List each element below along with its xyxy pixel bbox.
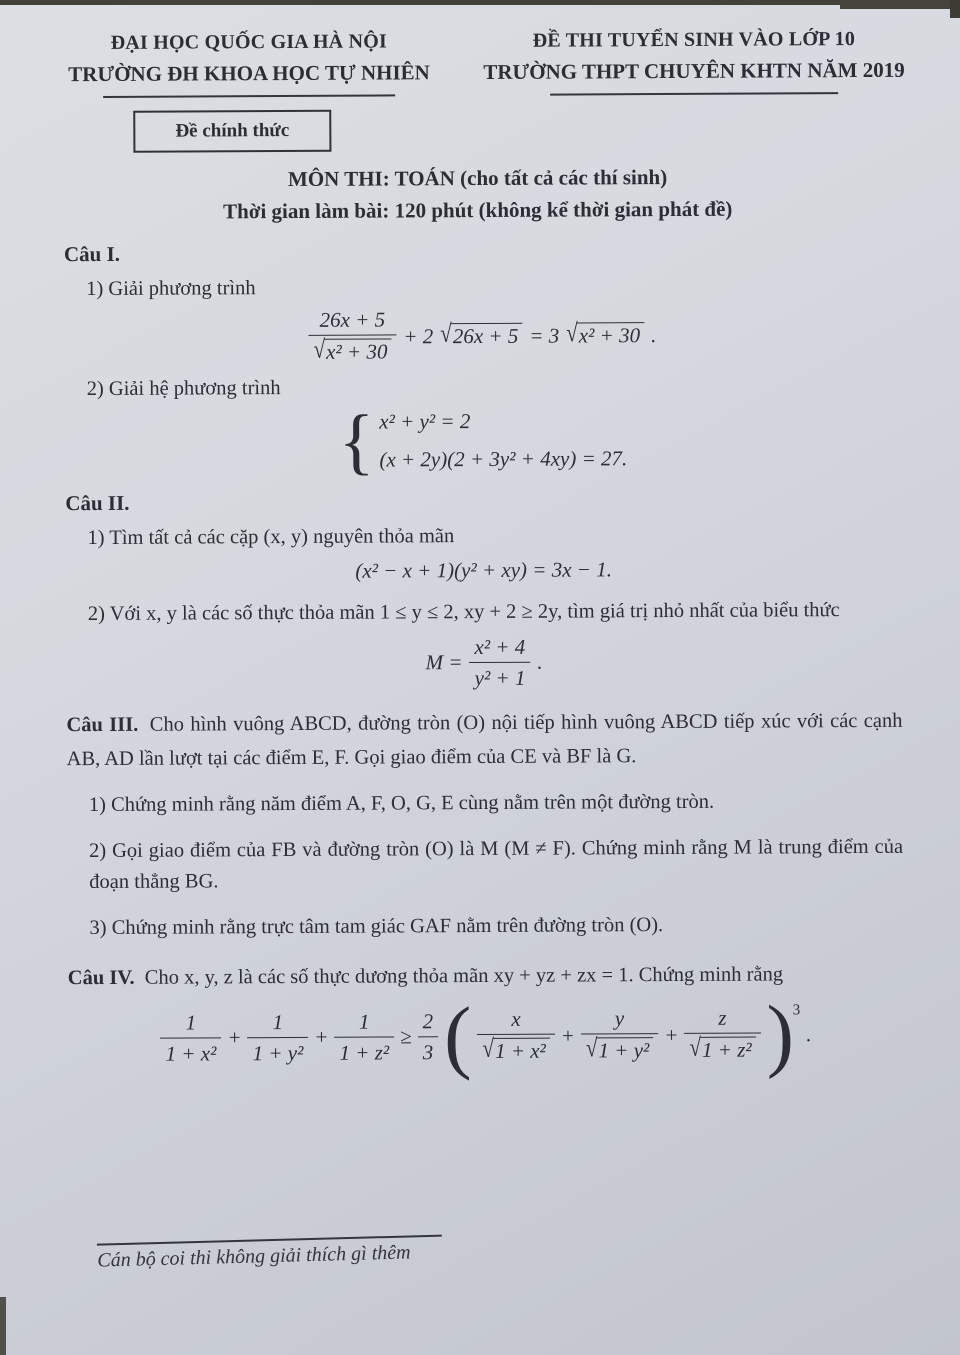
cau2-equation1: (x² − x + 1)(y² + xy) = 3x − 1. (355, 557, 612, 583)
system-lines (379, 409, 627, 473)
official-exam-stamp-box (133, 110, 331, 153)
section-heading-cau3: Câu III. (66, 714, 139, 737)
fraction-denominator (309, 335, 397, 367)
radicand: 1 + x² (493, 1038, 550, 1065)
issuer-underline (103, 94, 395, 98)
fraction-denominator: 3 (418, 1036, 439, 1064)
fraction (308, 307, 396, 366)
cau1-equation-system (65, 400, 901, 483)
cau4-inequality (68, 988, 904, 1082)
fraction (160, 1010, 221, 1066)
math-operator: ≥ (400, 1024, 412, 1049)
fraction (334, 1009, 394, 1065)
exam-body (0, 237, 960, 1082)
radical-sign-icon: √ (313, 334, 326, 364)
fraction-numerator: x² + 4 (474, 634, 526, 660)
cau3-problem1: 1) Chứng minh rằng năm điểm A, F, O, G, E cùng nằm trên một đường tròn. (88, 790, 715, 816)
equation-period: . (806, 1021, 812, 1046)
issuer-line2: TRƯỜNG ĐH KHOA HỌC TỰ NHIÊN (68, 60, 430, 87)
fraction (417, 1009, 438, 1064)
fraction-numerator: 1 (185, 1010, 197, 1035)
sqrt-expression (566, 317, 644, 350)
cau1-problem2-label: 2) Giải hệ phương trình (86, 377, 281, 401)
cau2-problem2-label: 2) Với x, y là các số thực thỏa mãn 1 ≤ y ≤ 2, xy + 2 ≥ 2y, tìm giá trị nhỏ nhất của biểu thức (87, 599, 840, 626)
math-operator: = 3 (529, 323, 560, 348)
subject-title: MÔN THI: TOÁN (cho tất cả các thí sinh) (287, 165, 668, 191)
radical-sign-icon: √ (440, 318, 452, 348)
fraction-numerator: z (718, 1005, 727, 1030)
exam-title-line2: TRƯỜNG THPT CHUYÊN KHTN NĂM 2019 (483, 57, 905, 84)
cau4-intro-text: Cho x, y, z là các số thực dương thỏa mãn xy + yz + zx = 1. Chứng minh rằng (144, 963, 784, 989)
math-operator: + (314, 1024, 329, 1049)
math-operator: + 2 (403, 323, 434, 349)
system-line: x² + y² = 2 (379, 409, 471, 434)
sqrt-expression (482, 1033, 549, 1066)
exam-title-block (479, 28, 909, 96)
official-exam-label: Đề chính thức (175, 119, 290, 142)
exponent: 3 (792, 1002, 801, 1019)
radical-sign-icon: √ (689, 1032, 702, 1063)
exam-title-line1: ĐỀ THI TUYỂN SINH VÀO LỚP 10 (532, 28, 856, 52)
fraction-denominator: 1 + x² (160, 1037, 221, 1065)
fraction-denominator: 1 + y² (247, 1037, 308, 1065)
math-operator: + (560, 1023, 575, 1048)
equation-period: . (650, 322, 657, 347)
math-operator: + (664, 1022, 679, 1047)
fraction (477, 1007, 555, 1066)
cau1-problem1-label: 1) Giải phương trình (86, 277, 256, 301)
cau2-equation2 (66, 633, 902, 693)
fraction-numerator: 2 (422, 1008, 434, 1033)
fraction-denominator: 1 + z² (334, 1036, 394, 1064)
issuer-line1: ĐẠI HỌC QUỐC GIA HÀ NỘI (110, 30, 388, 54)
proctor-note: Cán bộ coi thi không giải thích gì thêm (97, 1241, 411, 1272)
radicand: 26x + 5 (451, 322, 523, 350)
section-heading-cau1: Câu I. (63, 241, 121, 267)
sqrt-expression (313, 334, 392, 367)
fraction-numerator: 1 (272, 1009, 284, 1034)
section-heading-cau4: Câu IV. (67, 966, 135, 990)
radicand: 1 + y² (596, 1037, 653, 1064)
issuer-block (59, 30, 439, 98)
radical-sign-icon: √ (482, 1033, 495, 1064)
fraction-numerator: x (511, 1006, 521, 1031)
radicand: x² + 30 (577, 322, 644, 350)
fraction-numerator: 26x + 5 (319, 307, 386, 332)
cau3-problem3: 3) Chứng minh rằng trực tâm tam giác GAF nằm trên đường tròn (O). (89, 914, 664, 940)
equation-period: . (537, 649, 543, 674)
cau3-problem2: 2) Gọi giao điểm của FB và đường tròn (O) là M (M ≠ F). Chứng minh rằng M là trung điểm của đoạn thẳng BG. (89, 835, 904, 894)
exam-header (0, 0, 957, 99)
cau1-equation1 (64, 305, 900, 368)
fraction (247, 1009, 308, 1065)
cau2-problem1-label: 1) Tìm tất cả các cặp (x, y) nguyên thỏa mãn (87, 525, 455, 550)
fraction (469, 635, 530, 691)
sqrt-expression (689, 1032, 755, 1065)
cau3-intro-text: Cho hình vuông ABCD, đường tròn (O) nội tiếp hình vuông ABCD tiếp xúc với các cạnh AB, AD lần lượt tại các điểm E, F. Gọi giao điểm của CE và BF là G. (66, 710, 903, 770)
fraction-denominator: y² + 1 (470, 662, 531, 690)
system-line: (x + 2y)(2 + 3y² + 4xy) = 27. (379, 446, 628, 472)
fraction-numerator: 1 (358, 1009, 370, 1034)
cau3-intro-paragraph (66, 705, 902, 776)
radicand: 1 + z² (700, 1037, 756, 1064)
fraction-denominator (477, 1034, 554, 1066)
fraction-denominator (581, 1033, 658, 1065)
fraction-denominator (684, 1033, 760, 1065)
sqrt-expression (440, 318, 522, 350)
fraction-numerator: y (614, 1006, 625, 1031)
duration-line: Thời gian làm bài: 120 phút (không kể thời gian phát đề) (223, 196, 733, 224)
fraction (684, 1006, 760, 1065)
radical-sign-icon: √ (585, 1033, 598, 1063)
radical-sign-icon: √ (566, 317, 578, 347)
math-operator: + (227, 1024, 242, 1050)
radicand: x² + 30 (324, 339, 391, 367)
equation-lhs: M = (425, 650, 463, 675)
sqrt-expression (585, 1033, 653, 1065)
section-heading-cau2: Câu II. (65, 491, 130, 516)
fraction (581, 1006, 659, 1065)
exam-footer (97, 1235, 443, 1273)
exam-title-underline (550, 92, 838, 96)
